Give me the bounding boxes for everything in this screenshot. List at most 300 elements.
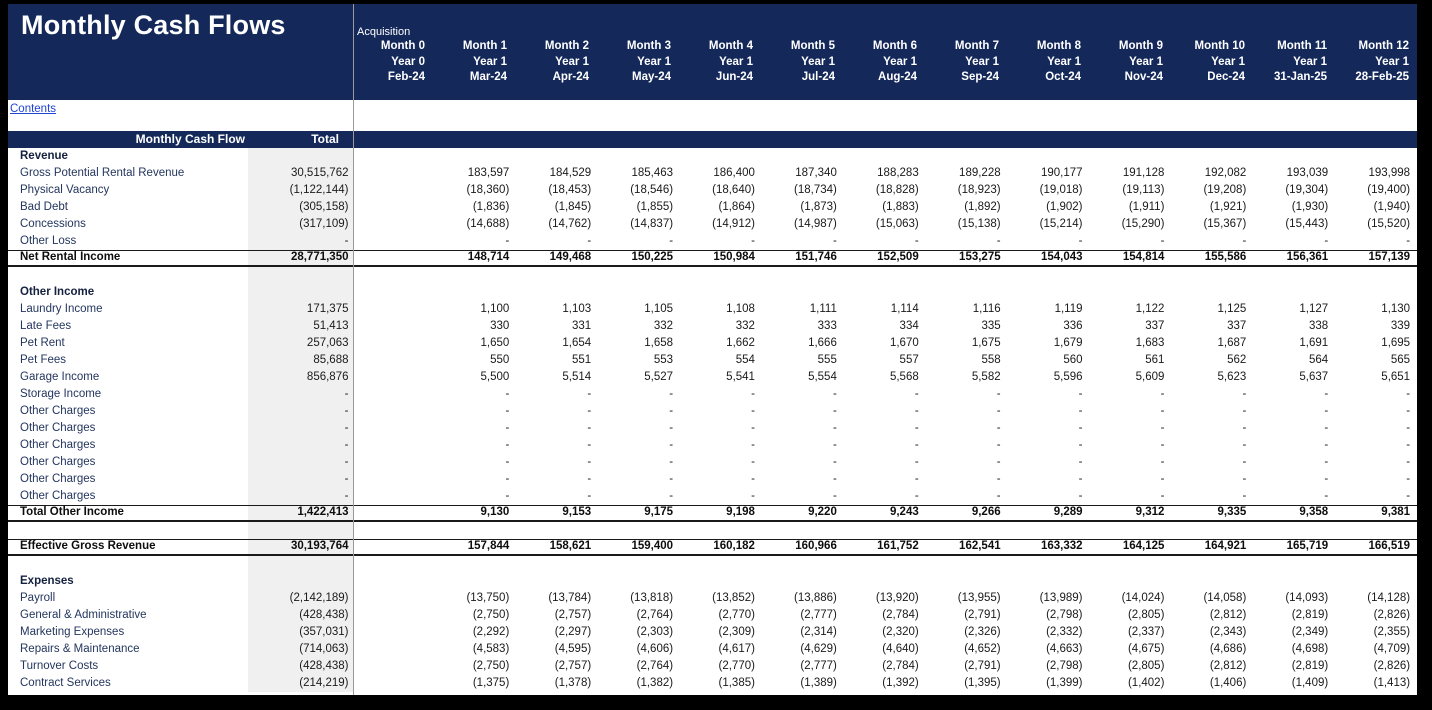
cell-month-2[interactable] — [516, 284, 598, 301]
row-label[interactable]: Turnover Costs — [20, 660, 99, 672]
cell-month-3[interactable]: - — [669, 405, 674, 417]
cell-month-9[interactable]: 164,125 — [1122, 540, 1165, 552]
column-header-month-7[interactable] — [927, 39, 1009, 86]
cell-month-8[interactable]: 190,177 — [1040, 167, 1083, 179]
cell-month-10[interactable]: 337 — [1227, 320, 1247, 332]
cell-month-5[interactable]: 160,966 — [795, 540, 837, 552]
cell-month-12[interactable]: 565 — [1390, 354, 1411, 366]
cell-month-4[interactable]: (18,640) — [712, 184, 755, 196]
cell-month-0[interactable] — [353, 675, 435, 692]
cell-month-5[interactable]: - — [833, 405, 837, 417]
cell-month-6[interactable]: 188,283 — [877, 167, 919, 179]
cell-month-10[interactable]: (19,208) — [1203, 184, 1247, 196]
cell-month-3[interactable]: 159,400 — [631, 540, 674, 552]
row-label[interactable]: Other Income — [20, 286, 95, 298]
cell-month-1[interactable] — [434, 573, 516, 590]
cell-month-2[interactable]: 9,153 — [562, 506, 592, 518]
cell-month-11[interactable]: 338 — [1309, 320, 1329, 332]
cell-month-12[interactable]: - — [1406, 235, 1411, 247]
cell-month-11[interactable]: - — [1324, 422, 1329, 434]
band-monthly-cash-flow-label[interactable]: Monthly Cash Flow — [135, 132, 245, 146]
cell-month-0[interactable] — [353, 420, 435, 437]
cell-month-9[interactable]: - — [1160, 422, 1165, 434]
cell-month-11[interactable]: - — [1324, 405, 1329, 417]
cell-month-10[interactable] — [1171, 148, 1253, 165]
cell-total[interactable]: 30,515,762 — [248, 165, 353, 182]
cell-month-12[interactable]: - — [1406, 439, 1411, 451]
cell-month-11[interactable]: 9,358 — [1299, 506, 1329, 518]
cell-total[interactable]: (214,219) — [248, 675, 353, 692]
cell-month-6[interactable] — [844, 522, 926, 539]
cell-month-7[interactable]: (13,955) — [957, 592, 1001, 604]
cell-month-6[interactable]: - — [914, 422, 919, 434]
cell-month-11[interactable]: - — [1324, 456, 1329, 468]
cell-month-7[interactable]: - — [996, 388, 1001, 400]
cell-month-4[interactable] — [680, 148, 762, 165]
cell-month-2[interactable]: 331 — [571, 320, 592, 332]
cell-month-3[interactable]: - — [669, 439, 674, 451]
cell-month-6[interactable]: - — [914, 456, 919, 468]
cell-month-7[interactable]: - — [996, 456, 1001, 468]
cell-month-9[interactable]: 337 — [1145, 320, 1165, 332]
cell-month-1[interactable]: - — [505, 422, 510, 434]
cell-month-12[interactable]: - — [1406, 473, 1411, 485]
cell-month-8[interactable] — [1008, 267, 1090, 284]
cell-total[interactable]: 171,375 — [248, 301, 353, 318]
cell-month-2[interactable]: (18,453) — [548, 184, 592, 196]
cell-month-1[interactable]: - — [505, 439, 510, 451]
cell-month-8[interactable]: - — [1078, 235, 1083, 247]
cell-month-9[interactable]: (15,290) — [1121, 218, 1165, 230]
cell-total[interactable]: 28,771,350 — [248, 251, 353, 265]
cell-month-5[interactable]: - — [833, 388, 837, 400]
cell-month-5[interactable]: - — [833, 235, 837, 247]
cell-month-3[interactable]: (1,382) — [636, 677, 674, 689]
cell-month-0[interactable] — [353, 233, 435, 250]
cell-total[interactable]: - — [248, 233, 353, 250]
row-label[interactable]: Payroll — [20, 592, 56, 604]
cell-month-3[interactable]: 332 — [653, 320, 674, 332]
cell-month-10[interactable]: (2,343) — [1209, 626, 1247, 638]
cell-month-4[interactable]: (1,864) — [718, 201, 755, 213]
cell-month-10[interactable]: (2,812) — [1209, 660, 1247, 672]
cell-month-7[interactable]: (1,892) — [964, 201, 1001, 213]
cell-month-4[interactable]: - — [751, 422, 755, 434]
cell-month-0[interactable] — [353, 573, 435, 590]
row-label[interactable]: Other Charges — [20, 422, 96, 434]
row-label[interactable]: Concessions — [20, 218, 86, 230]
cell-month-3[interactable]: - — [669, 473, 674, 485]
cell-month-4[interactable]: - — [751, 439, 755, 451]
cell-month-12[interactable]: (2,826) — [1373, 609, 1411, 621]
cell-month-3[interactable]: 5,527 — [644, 371, 674, 383]
cell-month-2[interactable]: - — [587, 422, 592, 434]
cell-month-10[interactable]: 155,586 — [1204, 251, 1247, 263]
cell-month-6[interactable] — [844, 148, 926, 165]
cell-month-2[interactable] — [516, 267, 598, 284]
cell-month-6[interactable]: 152,509 — [877, 251, 919, 263]
cell-month-3[interactable]: 185,463 — [631, 167, 674, 179]
cell-month-11[interactable]: 193,039 — [1286, 167, 1329, 179]
cell-month-2[interactable]: (4,595) — [554, 643, 592, 655]
cell-month-9[interactable]: 9,312 — [1135, 506, 1165, 518]
cell-month-9[interactable]: (2,337) — [1127, 626, 1165, 638]
cell-month-1[interactable]: (1,836) — [472, 201, 510, 213]
cell-month-9[interactable]: 1,122 — [1135, 303, 1165, 315]
cell-month-9[interactable]: 5,609 — [1135, 371, 1165, 383]
cell-month-5[interactable]: (18,734) — [794, 184, 837, 196]
cell-total[interactable]: - — [248, 386, 353, 403]
cell-month-0[interactable] — [353, 540, 435, 554]
cell-month-0[interactable] — [353, 267, 435, 284]
cell-month-11[interactable]: (2,349) — [1291, 626, 1329, 638]
cell-month-2[interactable]: (2,297) — [554, 626, 592, 638]
cell-month-9[interactable]: - — [1160, 456, 1165, 468]
cell-total[interactable]: - — [248, 420, 353, 437]
cell-month-4[interactable]: - — [751, 235, 755, 247]
cell-month-4[interactable]: - — [751, 473, 755, 485]
cell-month-11[interactable]: 156,361 — [1286, 251, 1329, 263]
cell-month-1[interactable] — [434, 267, 516, 284]
cell-month-0[interactable] — [353, 522, 435, 539]
cell-month-10[interactable] — [1171, 573, 1253, 590]
cell-month-1[interactable] — [434, 556, 516, 573]
cell-month-0[interactable] — [353, 352, 435, 369]
cell-month-3[interactable] — [598, 573, 680, 590]
cell-month-6[interactable]: 161,752 — [877, 540, 919, 552]
row-label[interactable]: Effective Gross Revenue — [20, 540, 156, 552]
cell-month-0[interactable] — [353, 318, 435, 335]
cell-month-10[interactable]: 5,623 — [1217, 371, 1247, 383]
cell-month-5[interactable]: 555 — [817, 354, 837, 366]
cell-month-3[interactable]: (18,546) — [630, 184, 674, 196]
cell-month-12[interactable] — [1335, 284, 1417, 301]
cell-month-1[interactable]: (2,750) — [472, 660, 510, 672]
cell-month-8[interactable] — [1008, 556, 1090, 573]
cell-month-5[interactable]: - — [833, 490, 837, 502]
cell-month-12[interactable]: 157,139 — [1368, 251, 1411, 263]
cell-month-4[interactable]: 1,108 — [726, 303, 755, 315]
cell-month-10[interactable]: (1,406) — [1209, 677, 1247, 689]
cell-month-3[interactable]: (13,818) — [630, 592, 674, 604]
cell-month-10[interactable]: 9,335 — [1217, 506, 1247, 518]
cell-month-9[interactable] — [1090, 284, 1172, 301]
cell-month-12[interactable]: - — [1406, 490, 1411, 502]
cell-total[interactable] — [248, 573, 353, 590]
cell-month-6[interactable] — [844, 556, 926, 573]
cell-month-3[interactable]: - — [669, 422, 674, 434]
cell-month-1[interactable] — [434, 284, 516, 301]
cell-month-7[interactable]: 5,582 — [971, 371, 1001, 383]
cell-month-2[interactable]: - — [587, 456, 592, 468]
cell-month-1[interactable]: (2,292) — [472, 626, 510, 638]
cell-month-1[interactable]: (2,750) — [472, 609, 510, 621]
cell-month-9[interactable]: (14,024) — [1121, 592, 1165, 604]
cell-month-7[interactable]: (15,138) — [957, 218, 1001, 230]
cell-month-8[interactable]: 560 — [1063, 354, 1083, 366]
row-label[interactable]: Pet Fees — [20, 354, 67, 366]
cell-month-7[interactable]: (1,395) — [964, 677, 1001, 689]
cell-month-5[interactable]: (4,629) — [800, 643, 837, 655]
cell-month-2[interactable]: 158,621 — [549, 540, 592, 552]
cell-month-7[interactable] — [926, 573, 1008, 590]
row-label[interactable]: Other Charges — [20, 456, 96, 468]
cell-month-0[interactable] — [353, 369, 435, 386]
cell-month-0[interactable] — [353, 335, 435, 352]
cell-total[interactable] — [248, 284, 353, 301]
cell-month-5[interactable]: 187,340 — [795, 167, 837, 179]
cell-month-5[interactable] — [762, 556, 844, 573]
cell-month-7[interactable]: 1,675 — [971, 337, 1001, 349]
cell-month-2[interactable]: (14,762) — [548, 218, 592, 230]
cell-month-4[interactable]: (13,852) — [712, 592, 755, 604]
cell-month-5[interactable]: 9,220 — [808, 506, 837, 518]
row-label[interactable]: Gross Potential Rental Revenue — [20, 167, 185, 179]
cell-month-8[interactable]: - — [1078, 490, 1083, 502]
cell-month-7[interactable] — [926, 522, 1008, 539]
cell-month-6[interactable]: - — [914, 490, 919, 502]
cell-month-0[interactable] — [353, 506, 435, 520]
cell-total[interactable] — [248, 522, 353, 539]
cell-month-5[interactable]: - — [833, 439, 837, 451]
cell-month-2[interactable]: 1,103 — [562, 303, 592, 315]
cell-month-2[interactable] — [516, 573, 598, 590]
cell-month-12[interactable]: 9,381 — [1381, 506, 1411, 518]
cell-month-11[interactable] — [1253, 148, 1335, 165]
cell-total[interactable]: (2,142,189) — [248, 590, 353, 607]
cell-month-8[interactable]: 1,679 — [1053, 337, 1083, 349]
cell-month-11[interactable]: - — [1324, 490, 1329, 502]
cell-month-5[interactable] — [762, 573, 844, 590]
cell-month-6[interactable] — [844, 267, 926, 284]
cell-month-6[interactable]: (1,883) — [882, 201, 919, 213]
cell-month-12[interactable]: 5,651 — [1381, 371, 1411, 383]
cell-total[interactable] — [248, 148, 353, 165]
cell-total[interactable]: - — [248, 454, 353, 471]
cell-month-8[interactable]: (2,332) — [1046, 626, 1083, 638]
cell-month-1[interactable]: (4,583) — [472, 643, 510, 655]
cell-month-8[interactable]: (15,214) — [1039, 218, 1083, 230]
row-label[interactable]: Garage Income — [20, 371, 100, 383]
cell-month-3[interactable]: 1,105 — [644, 303, 674, 315]
cell-month-1[interactable]: (14,688) — [466, 218, 510, 230]
cell-month-6[interactable]: (2,784) — [882, 609, 919, 621]
cell-month-11[interactable]: (19,304) — [1285, 184, 1329, 196]
cell-month-1[interactable]: 550 — [490, 354, 510, 366]
cell-month-1[interactable]: (1,375) — [472, 677, 510, 689]
row-label[interactable]: Contract Services — [20, 677, 111, 689]
cell-month-8[interactable]: (19,018) — [1039, 184, 1083, 196]
cell-month-3[interactable]: - — [669, 235, 674, 247]
cell-month-11[interactable]: (2,819) — [1291, 609, 1329, 621]
cell-month-0[interactable] — [353, 148, 435, 165]
row-label[interactable]: Laundry Income — [20, 303, 103, 315]
cell-month-4[interactable]: 160,182 — [713, 540, 755, 552]
cell-month-7[interactable] — [926, 148, 1008, 165]
cell-month-7[interactable]: 162,541 — [959, 540, 1001, 552]
row-label[interactable]: Net Rental Income — [20, 251, 121, 263]
cell-month-6[interactable]: 9,243 — [889, 506, 919, 518]
cell-month-7[interactable]: - — [996, 235, 1001, 247]
cell-month-9[interactable]: (4,675) — [1127, 643, 1165, 655]
cell-month-11[interactable] — [1253, 522, 1335, 539]
cell-month-12[interactable] — [1335, 148, 1417, 165]
cell-month-9[interactable]: (2,805) — [1127, 609, 1165, 621]
cell-month-3[interactable]: (14,837) — [630, 218, 674, 230]
cell-total[interactable]: (428,438) — [248, 658, 353, 675]
cell-month-3[interactable]: (2,764) — [636, 660, 674, 672]
cell-month-7[interactable]: - — [996, 490, 1001, 502]
cell-month-6[interactable]: - — [914, 473, 919, 485]
cell-month-11[interactable]: - — [1324, 235, 1329, 247]
row-label[interactable]: Other Charges — [20, 405, 96, 417]
cell-month-4[interactable]: - — [751, 405, 755, 417]
cell-month-6[interactable]: (1,392) — [882, 677, 919, 689]
cell-month-3[interactable]: 150,225 — [631, 251, 674, 263]
cell-month-12[interactable]: (4,709) — [1373, 643, 1411, 655]
cell-month-4[interactable]: 1,662 — [726, 337, 755, 349]
cell-month-7[interactable]: 153,275 — [959, 251, 1001, 263]
column-header-month-8[interactable] — [1009, 39, 1091, 86]
cell-month-1[interactable]: - — [505, 388, 510, 400]
cell-month-9[interactable] — [1090, 556, 1172, 573]
cell-month-5[interactable]: 1,111 — [809, 303, 837, 315]
row-label[interactable]: Storage Income — [20, 388, 102, 400]
cell-month-1[interactable] — [434, 148, 516, 165]
cell-month-1[interactable]: 330 — [490, 320, 510, 332]
row-label[interactable]: Other Loss — [20, 235, 77, 247]
cell-total[interactable]: 51,413 — [248, 318, 353, 335]
cell-total[interactable]: (714,063) — [248, 641, 353, 658]
cell-month-5[interactable]: (1,873) — [800, 201, 837, 213]
cell-month-8[interactable] — [1008, 148, 1090, 165]
cell-month-0[interactable] — [353, 454, 435, 471]
cell-month-1[interactable]: 1,100 — [480, 303, 510, 315]
cell-month-10[interactable]: 192,082 — [1204, 167, 1247, 179]
row-label[interactable]: Bad Debt — [20, 201, 68, 213]
cell-month-8[interactable]: (2,798) — [1046, 660, 1083, 672]
column-header-month-0[interactable] — [353, 39, 435, 86]
cell-month-2[interactable]: 184,529 — [549, 167, 592, 179]
cell-month-5[interactable] — [762, 148, 844, 165]
cell-month-0[interactable] — [353, 471, 435, 488]
cell-month-11[interactable]: (14,093) — [1285, 592, 1329, 604]
cell-month-3[interactable]: 9,175 — [644, 506, 674, 518]
row-label[interactable]: Physical Vacancy — [20, 184, 110, 196]
cell-month-8[interactable]: - — [1078, 456, 1083, 468]
cell-month-9[interactable]: - — [1160, 405, 1165, 417]
cell-month-3[interactable]: 553 — [653, 354, 674, 366]
cell-month-9[interactable]: (1,402) — [1127, 677, 1165, 689]
cell-month-4[interactable]: 5,541 — [726, 371, 755, 383]
cell-month-10[interactable]: (2,812) — [1209, 609, 1247, 621]
cell-month-5[interactable] — [762, 284, 844, 301]
cell-month-6[interactable] — [844, 284, 926, 301]
cell-month-3[interactable]: 1,658 — [644, 337, 674, 349]
row-label[interactable]: Marketing Expenses — [20, 626, 125, 638]
cell-month-9[interactable]: - — [1160, 235, 1165, 247]
cell-month-1[interactable]: 148,714 — [467, 251, 510, 263]
cell-month-0[interactable] — [353, 658, 435, 675]
cell-month-6[interactable]: (15,063) — [875, 218, 919, 230]
cell-month-7[interactable]: 1,116 — [972, 303, 1001, 315]
cell-month-2[interactable]: 149,468 — [549, 251, 592, 263]
cell-month-10[interactable] — [1171, 267, 1253, 284]
cell-month-1[interactable]: - — [505, 405, 510, 417]
cell-month-10[interactable]: 1,687 — [1217, 337, 1247, 349]
cell-month-0[interactable] — [353, 403, 435, 420]
cell-month-3[interactable] — [598, 284, 680, 301]
cell-month-4[interactable]: (2,770) — [718, 609, 755, 621]
cell-month-7[interactable] — [926, 556, 1008, 573]
cell-month-10[interactable]: 164,921 — [1204, 540, 1247, 552]
cell-month-7[interactable]: 189,228 — [959, 167, 1001, 179]
cell-month-8[interactable]: - — [1078, 405, 1083, 417]
cell-month-0[interactable] — [353, 607, 435, 624]
cell-month-5[interactable]: 151,746 — [795, 251, 837, 263]
column-header-month-2[interactable] — [517, 39, 599, 86]
cell-month-3[interactable] — [598, 522, 680, 539]
cell-month-6[interactable] — [844, 573, 926, 590]
cell-month-2[interactable]: (1,378) — [554, 677, 592, 689]
cell-month-3[interactable]: - — [669, 388, 674, 400]
cell-total[interactable]: (428,438) — [248, 607, 353, 624]
cell-month-1[interactable]: - — [505, 456, 510, 468]
cell-month-11[interactable]: 564 — [1309, 354, 1329, 366]
column-header-month-4[interactable] — [681, 39, 763, 86]
cell-month-7[interactable]: - — [996, 405, 1001, 417]
cell-total[interactable]: (1,122,144) — [248, 182, 353, 199]
cell-month-5[interactable]: (1,389) — [800, 677, 837, 689]
cell-month-0[interactable] — [353, 284, 435, 301]
cell-month-7[interactable]: (2,791) — [964, 660, 1001, 672]
cell-month-10[interactable]: - — [1242, 422, 1247, 434]
cell-month-12[interactable]: 339 — [1390, 320, 1411, 332]
cell-month-8[interactable] — [1008, 284, 1090, 301]
cell-month-4[interactable]: 186,400 — [713, 167, 755, 179]
cell-month-2[interactable] — [516, 556, 598, 573]
cell-month-7[interactable]: (18,923) — [957, 184, 1001, 196]
cell-total[interactable]: - — [248, 488, 353, 505]
cell-month-7[interactable] — [926, 267, 1008, 284]
cell-month-12[interactable]: (14,128) — [1367, 592, 1411, 604]
column-header-month-9[interactable] — [1091, 39, 1173, 86]
cell-month-2[interactable]: - — [587, 388, 592, 400]
cell-month-7[interactable]: (2,326) — [964, 626, 1001, 638]
cell-month-8[interactable]: (2,798) — [1046, 609, 1083, 621]
cell-month-12[interactable]: (2,826) — [1373, 660, 1411, 672]
cell-month-8[interactable] — [1008, 573, 1090, 590]
cell-month-3[interactable]: (1,855) — [636, 201, 674, 213]
cell-month-3[interactable]: - — [669, 490, 674, 502]
row-label[interactable]: Expenses — [20, 575, 74, 587]
cell-month-5[interactable] — [762, 267, 844, 284]
cell-month-0[interactable] — [353, 488, 435, 505]
column-header-month-5[interactable] — [763, 39, 845, 86]
cell-month-8[interactable]: 1,119 — [1054, 303, 1083, 315]
cell-month-4[interactable] — [680, 556, 762, 573]
cell-month-12[interactable]: - — [1406, 388, 1411, 400]
cell-month-4[interactable]: - — [751, 490, 755, 502]
cell-month-9[interactable]: 154,814 — [1122, 251, 1165, 263]
cell-month-6[interactable]: - — [914, 405, 919, 417]
cell-month-12[interactable]: (2,355) — [1373, 626, 1411, 638]
cell-month-9[interactable]: 191,128 — [1122, 167, 1165, 179]
row-label[interactable]: Other Charges — [20, 490, 96, 502]
cell-month-12[interactable]: (1,940) — [1373, 201, 1411, 213]
cell-total[interactable]: - — [248, 471, 353, 488]
cell-month-4[interactable]: - — [751, 388, 755, 400]
